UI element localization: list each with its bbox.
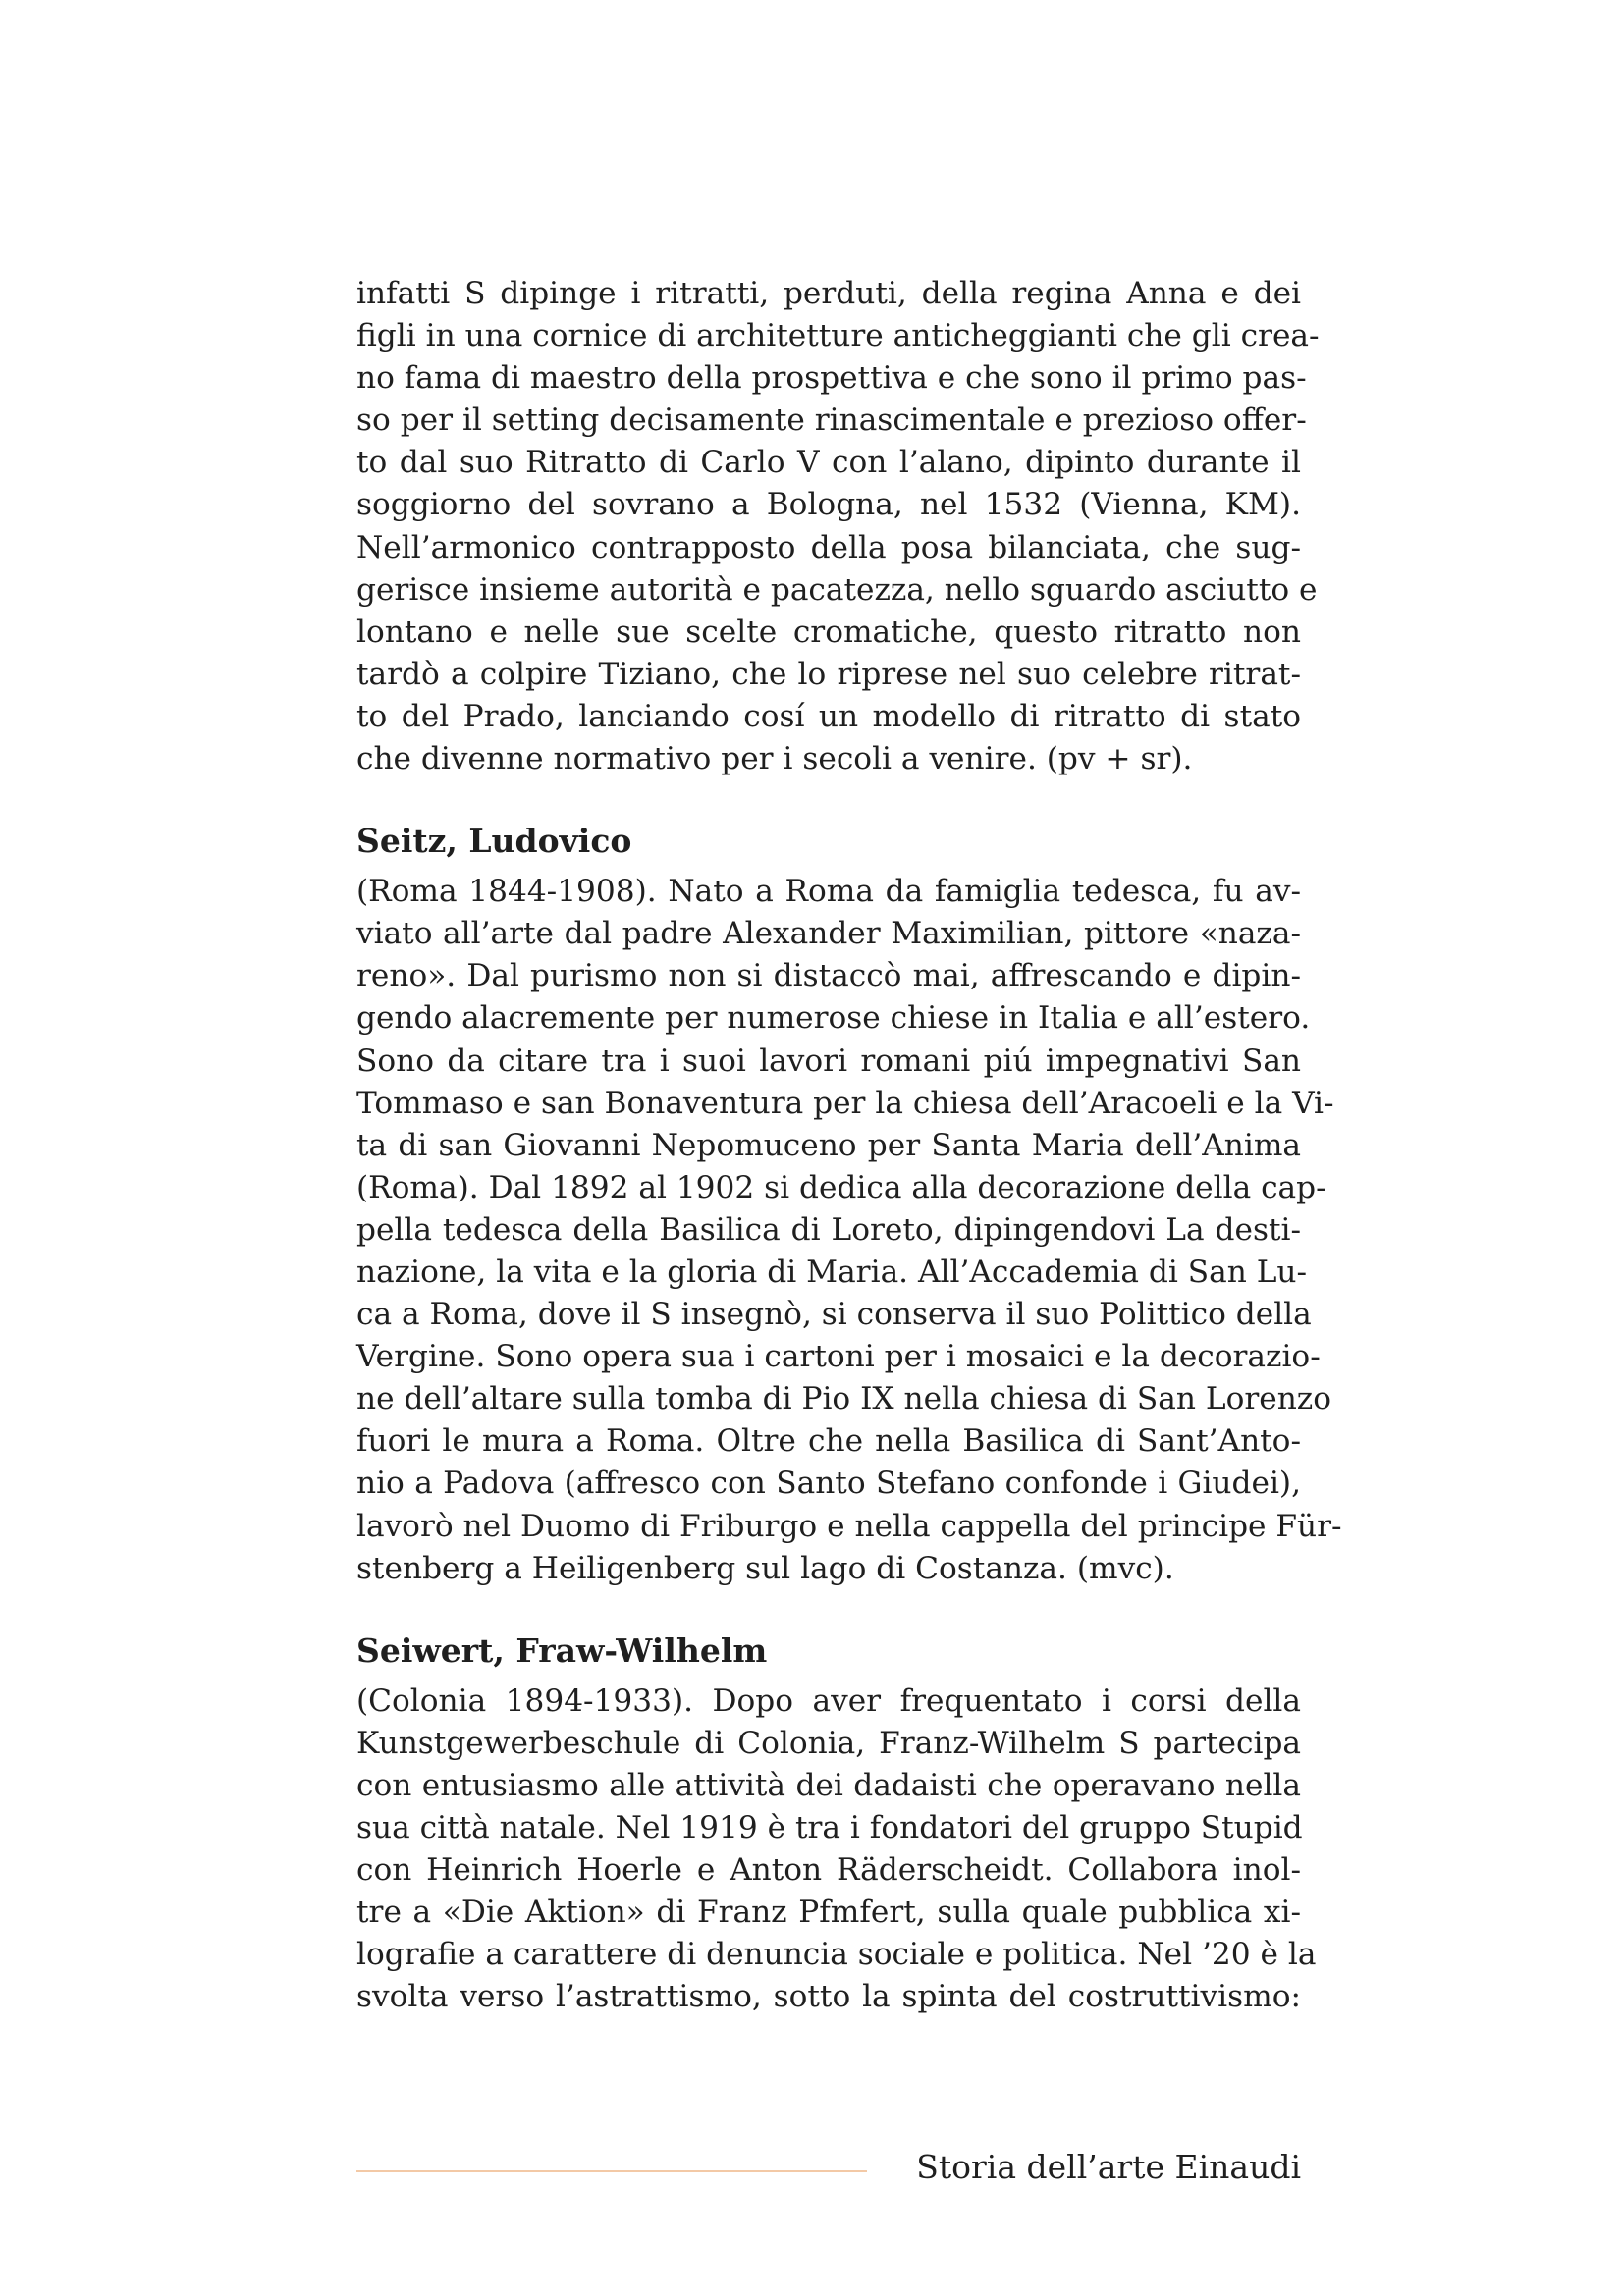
- page-body: [356, 273, 1342, 2018]
- section-gap: [356, 780, 1301, 816]
- text-line: con Heinrich Hoerle e Anton Räderscheidt. Collabora inol-: [356, 1852, 1301, 1889]
- text-line: gerisce insieme autorità e pacatezza, nello sguardo asciutto e: [356, 571, 1318, 608]
- text-line: ca a Roma, dove il S insegnò, si conserva il suo Polittico della: [356, 1297, 1312, 1333]
- footer-rule: [356, 2170, 867, 2172]
- text-line: ne dell’altare sulla tomba di Pio IX nella chiesa di San Lorenzo: [356, 1381, 1332, 1417]
- text-line: ta di san Giovanni Nepomuceno per Santa Maria dell’Anima: [356, 1127, 1301, 1163]
- page-footer: [356, 2148, 1301, 2193]
- text-line: figli in una cornice di architetture anticheggianti che gli crea-: [356, 318, 1320, 354]
- text-line: svolta verso l’astrattismo, sotto la spinta del costruttivismo:: [356, 1979, 1301, 2015]
- text-line: Vergine. Sono opera sua i cartoni per i mosaici e la decorazio-: [356, 1339, 1321, 1375]
- text-line: viato all’arte dal padre Alexander Maximilian, pittore «naza-: [356, 916, 1301, 952]
- text-line: tre a «Die Aktion» di Franz Pfmfert, sulla quale pubblica xi-: [356, 1895, 1301, 1931]
- text-line: stenberg a Heiligenberg sul lago di Costanza. (mvc).: [356, 1550, 1174, 1586]
- text-line: infatti S dipinge i ritratti, perduti, della regina Anna e dei: [356, 276, 1301, 311]
- entry-heading: Seitz, Ludovico: [356, 822, 632, 861]
- text-line: pella tedesca della Basilica di Loreto, dipingendovi La desti-: [356, 1211, 1301, 1248]
- text-line: Kunstgewerbeschule di Colonia, Franz-Wilhelm S partecipa: [356, 1725, 1301, 1761]
- text-line: to del Prado, lanciando cosí un modello di ritratto di stato: [356, 698, 1301, 734]
- text-line: Nell’armonico contrapposto della posa bilanciata, che sug-: [356, 529, 1301, 565]
- text-line: (Roma 1844-1908). Nato a Roma da famiglia tedesca, fu av-: [356, 874, 1301, 910]
- text-line: lontano e nelle sue scelte cromatiche, questo ritratto non: [356, 614, 1301, 650]
- entry-heading: Seiwert, Fraw-Wilhelm: [356, 1630, 768, 1670]
- text-line: Sono da citare tra i suoi lavori romani piú impegnativi San: [356, 1042, 1301, 1079]
- text-line: no fama di maestro della prospettiva e che sono il primo pas-: [356, 360, 1307, 397]
- text-line: tardò a colpire Tiziano, che lo riprese nel suo celebre ritrat-: [356, 656, 1301, 692]
- text-line: reno». Dal purismo non si distaccò mai, affrescando e dipin-: [356, 958, 1301, 994]
- text-line: Tommaso e san Bonaventura per la chiesa dell’Aracoeli e la Vi-: [356, 1085, 1334, 1121]
- text-line: so per il setting decisamente rinascimentale e prezioso offer-: [356, 402, 1307, 439]
- entry-seitz: [356, 816, 1342, 1590]
- entry-seiwert: [356, 1626, 1317, 2019]
- text-line: nazione, la vita e la gloria di Maria. All’Accademia di San Lu-: [356, 1254, 1308, 1290]
- text-line: to dal suo Ritratto di Carlo V con l’alano, dipinto durante il: [356, 445, 1301, 481]
- entry-continuation: [356, 273, 1320, 780]
- text-line: lografie a carattere di denuncia sociale e politica. Nel ’20 è la: [356, 1937, 1317, 1973]
- text-line: gendo alacremente per numerose chiese in Italia e all’estero.: [356, 1000, 1311, 1037]
- text-line: (Colonia 1894-1933). Dopo aver frequentato i corsi della: [356, 1682, 1301, 1719]
- text-line: fuori le mura a Roma. Oltre che nella Basilica di Sant’Anto-: [356, 1423, 1301, 1460]
- text-line: che divenne normativo per i secoli a venire. (pv + sr).: [356, 741, 1193, 777]
- text-line: lavorò nel Duomo di Friburgo e nella cappella del principe Für-: [356, 1508, 1342, 1544]
- text-line: con entusiasmo alle attività dei dadaisti che operavano nella: [356, 1767, 1301, 1803]
- footer-title: Storia dell’arte Einaudi: [916, 2148, 1301, 2186]
- text-line: nio a Padova (affresco con Santo Stefano confonde i Giudei),: [356, 1466, 1301, 1502]
- text-line: sua città natale. Nel 1919 è tra i fondatori del gruppo Stupid: [356, 1810, 1303, 1845]
- text-line: (Roma). Dal 1892 al 1902 si dedica alla decorazione della cap-: [356, 1169, 1326, 1205]
- text-line: soggiorno del sovrano a Bologna, nel 1532 (Vienna, KM).: [356, 487, 1301, 523]
- section-gap: [356, 1590, 1301, 1626]
